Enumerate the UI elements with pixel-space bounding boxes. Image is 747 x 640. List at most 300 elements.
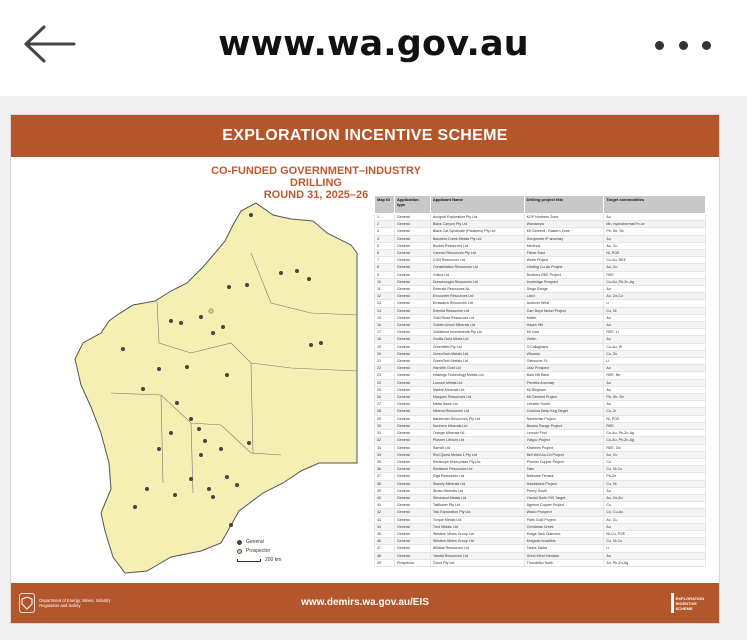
table-cell: Wandanya	[524, 221, 604, 228]
table-cell: Cu-Au, Pb-Zn-Ag	[604, 278, 706, 285]
browser-toolbar	[0, 0, 747, 96]
table-cell: Au	[604, 552, 706, 559]
table-cell: Cu, Zr	[604, 408, 706, 415]
table-cell: Ni-Cu, PGE	[604, 530, 706, 537]
table-cell: Vivien	[524, 336, 604, 343]
table-cell: 19	[375, 343, 395, 350]
table-row	[375, 552, 706, 559]
table-cell: Errawarra Resources Ltd	[430, 300, 524, 307]
legend-general	[237, 539, 281, 545]
table-cell: Yandal North RIS Target	[524, 494, 604, 501]
table-cell: General	[394, 538, 430, 545]
table-cell: General	[394, 401, 430, 408]
table-cell: 21	[375, 358, 395, 365]
table-row	[375, 530, 706, 537]
table-row	[375, 422, 706, 429]
table-cell: 9	[375, 271, 395, 278]
table-row	[375, 458, 706, 465]
table-cell: Tallu	[524, 466, 604, 473]
table-row	[375, 242, 706, 249]
table-cell: Cu	[604, 502, 706, 509]
table-cell: Mt Clement - Eastern Zone	[524, 228, 604, 235]
table-cell: General	[394, 516, 430, 523]
table-cell: Paris Gold Project	[524, 516, 604, 523]
table-cell: Aurigold Exploration Pty Ltd	[430, 214, 524, 221]
table-body	[375, 214, 706, 567]
table-cell: General	[394, 437, 430, 444]
table-row	[375, 451, 706, 458]
table-cell: Laird	[524, 293, 604, 300]
table-row	[375, 264, 706, 271]
table-cell: General	[394, 458, 430, 465]
table-cell: Au	[604, 401, 706, 408]
table-cell: Cu-Au, Pb-Zn-Ag	[604, 437, 706, 444]
table-cell: 31	[375, 430, 395, 437]
table-row	[375, 286, 706, 293]
table-row	[375, 502, 706, 509]
poster-header: EXPLORATION INCENTIVE SCHEME	[11, 115, 719, 157]
eis-logo-icon	[671, 593, 674, 613]
table-cell: Cu-Au, W	[604, 343, 706, 350]
table-cell: General	[394, 336, 430, 343]
table-cell: Western Mines Group Ltd	[430, 530, 524, 537]
table-cell: General	[394, 494, 430, 501]
table-cell: 40	[375, 494, 395, 501]
table-cell: General	[394, 235, 430, 242]
table-cell: 16	[375, 322, 395, 329]
table-row	[375, 221, 706, 228]
table-cell: 37	[375, 473, 395, 480]
table-cell: 24	[375, 379, 395, 386]
table-cell: General	[394, 509, 430, 516]
table-cell: General	[394, 480, 430, 487]
table-cell: 35	[375, 458, 395, 465]
table-cell: Li	[604, 300, 706, 307]
table-cell: 27	[375, 401, 395, 408]
table-cell: 18	[375, 336, 395, 343]
table-cell: Whundo	[524, 350, 604, 357]
table-row	[375, 343, 706, 350]
table-cell: General	[394, 552, 430, 559]
table-row	[375, 235, 706, 242]
table-cell: Yandal Resources Ltd	[430, 552, 524, 559]
table-cell: REE, Gb	[604, 444, 706, 451]
table-cell: General	[394, 350, 430, 357]
table-cell: 13	[375, 300, 395, 307]
table-cell: Au, Cu	[604, 242, 706, 249]
table-cell: 1	[375, 214, 395, 221]
table-cell: General	[394, 502, 430, 509]
table-cell: 23	[375, 372, 395, 379]
table-cell: 11	[375, 286, 395, 293]
table-cell: General	[394, 415, 430, 422]
table-row	[375, 487, 706, 494]
table-cell: Torque Metals Ltd	[430, 516, 524, 523]
table-cell: Au	[604, 336, 706, 343]
table-cell: Brothers REE Project	[524, 271, 604, 278]
more-options-button[interactable]	[655, 30, 711, 60]
table-cell: Mt Bingham	[524, 386, 604, 393]
table-cell: Walco Prospect	[524, 509, 604, 516]
table-cell: Au	[604, 286, 706, 293]
table-row	[375, 300, 706, 307]
legend-prospector-label: Prospector	[246, 548, 271, 554]
table-cell: 41	[375, 502, 395, 509]
table-row	[375, 379, 706, 386]
eis-logo	[671, 592, 711, 614]
table-cell: General	[394, 545, 430, 552]
table-cell: Grind Wind Intrusion	[524, 552, 604, 559]
table-row	[375, 545, 706, 552]
table-cell: Fisher East	[524, 250, 604, 257]
table-cell: Gorilla Gold Mines Ltd	[430, 336, 524, 343]
poster-image[interactable]	[10, 114, 720, 624]
table-cell: Western Mines Group Ltd	[430, 538, 524, 545]
table-row	[375, 415, 706, 422]
table-cell: General	[394, 314, 430, 321]
table-cell: Au, Cu	[604, 516, 706, 523]
table-cell: Yalgoo Project	[524, 437, 604, 444]
table-cell: Strickland Metals Ltd	[430, 494, 524, 501]
table-cell: 38	[375, 480, 395, 487]
table-cell: General	[394, 264, 430, 271]
table-cell: Ramelt Ltd	[430, 444, 524, 451]
table-cell: Hayes Hill	[524, 322, 604, 329]
table-cell: General	[394, 394, 430, 401]
table-row	[375, 480, 706, 487]
table-cell: Christmas Creek	[524, 523, 604, 530]
table-cell: Stavely Minerals Ltd	[430, 480, 524, 487]
header-application-type: Application type	[394, 196, 430, 214]
table-cell: REE	[604, 271, 706, 278]
table-cell: Emerald Resources NL	[430, 286, 524, 293]
table-cell: Greenfield Pty Ltd	[430, 343, 524, 350]
table-cell: General	[394, 444, 430, 451]
table-cell: 47	[375, 545, 395, 552]
table-cell: Marble Minerals Ltd	[430, 386, 524, 393]
table-cell: General	[394, 271, 430, 278]
table-cell: 49	[375, 559, 395, 566]
table-cell: 43	[375, 516, 395, 523]
dot	[702, 41, 711, 50]
address-bar-url[interactable]: www.wa.gov.au	[218, 24, 529, 64]
table-cell: 32	[375, 437, 395, 444]
table-cell: Critica Ltd	[430, 271, 524, 278]
table-cell: Agenon Copper Project	[524, 502, 604, 509]
table-cell: Au	[604, 365, 706, 372]
table-cell: Redscope Enterprises Pty Ltd	[430, 458, 524, 465]
table-cell: Goldstone Investments Pty Ltd	[430, 329, 524, 336]
table-cell: Au, Cu	[604, 451, 706, 458]
table-cell: General	[394, 242, 430, 249]
table-cell: Au, Zn-Au	[604, 494, 706, 501]
table-row	[375, 322, 706, 329]
table-cell: Cu, Ni-Co	[604, 538, 706, 545]
table-cell: Hamelin Gold Ltd	[430, 365, 524, 372]
table-cell: Au	[604, 386, 706, 393]
table-cell: Constellation Resources Ltd	[430, 264, 524, 271]
table-cell: Pioneer Lithium Ltd	[430, 437, 524, 444]
table-cell: Cu, Ni-Co	[604, 466, 706, 473]
table-cell: Nanterrian Resources Pty Ltd	[430, 415, 524, 422]
legend-general-label: General	[246, 539, 264, 545]
table-cell: Ni, PGE	[604, 415, 706, 422]
page-content	[0, 96, 747, 640]
table-row	[375, 329, 706, 336]
table-row	[375, 293, 706, 300]
table-cell: Lunnon Metals Ltd	[430, 379, 524, 386]
table-row	[375, 430, 706, 437]
table-row	[375, 358, 706, 365]
table-cell: Mulgeak Invadible	[524, 538, 604, 545]
table-row	[375, 523, 706, 530]
table-cell: 7	[375, 257, 395, 264]
table-row	[375, 408, 706, 415]
table-cell: 14	[375, 307, 395, 314]
table-cell: 29	[375, 415, 395, 422]
table-cell: Andover West	[524, 300, 604, 307]
table-cell: General	[394, 300, 430, 307]
table-cell: General	[394, 329, 430, 336]
poster-footer	[11, 583, 719, 623]
table-cell: 17	[375, 329, 395, 336]
table-cell: Boomo Range Project	[524, 422, 604, 429]
table-cell: Li	[604, 358, 706, 365]
table-row	[375, 314, 706, 321]
table-cell: 8	[375, 264, 395, 271]
table-cell: Tabba Tabba	[524, 545, 604, 552]
table-cell: General	[394, 365, 430, 372]
table-cell: CGN Resources Ltd	[430, 257, 524, 264]
table-cell: Cookina Deep Keg Target	[524, 408, 604, 415]
table-cell: Kharlees Project	[524, 444, 604, 451]
drilling-table	[374, 195, 706, 567]
table-cell: Red Quest Metals 1 Pty Ltd	[430, 451, 524, 458]
table-row	[375, 250, 706, 257]
table-cell: 28	[375, 408, 395, 415]
table-cell: General	[394, 358, 430, 365]
table-cell: General	[394, 257, 430, 264]
table-cell: Cu, Cu-Au	[604, 509, 706, 516]
table-cell: Pincher Copper Project	[524, 458, 604, 465]
table-cell: 22	[375, 365, 395, 372]
table-cell: Prospector	[394, 559, 430, 566]
table-cell: GreenTech Metals Ltd	[430, 358, 524, 365]
table-cell: Au, Pb-Zn-Ag	[604, 559, 706, 566]
table-cell: 34	[375, 451, 395, 458]
table-cell: Estrella Resources Ltd	[430, 307, 524, 314]
map-legend	[237, 539, 281, 566]
table-header-row	[375, 196, 706, 214]
table-cell: 15	[375, 314, 395, 321]
header-map-id: Map ID	[375, 196, 395, 214]
table-cell: GreenTech Metals Ltd	[430, 350, 524, 357]
table-cell: REE	[604, 422, 706, 429]
western-australia-map	[51, 193, 361, 583]
table-row	[375, 278, 706, 285]
table-cell: Mineral Resources Ltd	[430, 408, 524, 415]
table-cell: Wildcat Resources Ltd	[430, 545, 524, 552]
table-cell: Buxton Resources Ltd	[430, 242, 524, 249]
table-cell: General	[394, 221, 430, 228]
table-cell: 30	[375, 422, 395, 429]
table-cell: 42	[375, 509, 395, 516]
table-cell: Cu	[604, 458, 706, 465]
table-cell: Black Cat Syndicate (Paulsens) Pty Ltd	[430, 228, 524, 235]
table-cell: General	[394, 530, 430, 537]
table-cell: Ni, PGE	[604, 250, 706, 257]
table-cell: General	[394, 372, 430, 379]
table-cell: General	[394, 293, 430, 300]
table-cell: 6	[375, 250, 395, 257]
table-cell: General	[394, 307, 430, 314]
header-target-commodities: Target commodities	[604, 196, 706, 214]
table-cell: 44	[375, 523, 395, 530]
table-cell: Carr Boyd Nickel Project	[524, 307, 604, 314]
footer-url[interactable]: www.demirs.wa.gov.au/EIS	[301, 597, 429, 608]
table-cell: 36	[375, 466, 395, 473]
table-row	[375, 559, 706, 566]
table-cell: Au	[604, 214, 706, 221]
table-row	[375, 228, 706, 235]
table-cell: Hawkstone Project	[524, 480, 604, 487]
header-project-title: Drilling project title	[524, 196, 604, 214]
table-cell: Jazz Prospect	[524, 365, 604, 372]
table-cell: Redstone Resources Ltd	[430, 466, 524, 473]
table-row	[375, 437, 706, 444]
table-cell: Tred Metals Ltd	[430, 523, 524, 530]
table-cell: Mn, hydrothermal Fe-ox	[604, 221, 706, 228]
table-cell: 10	[375, 278, 395, 285]
scale-bar	[237, 557, 281, 563]
table-cell: 25	[375, 386, 395, 393]
table-cell: Butchers Creek Metals Pty Ltd	[430, 235, 524, 242]
table-cell: General	[394, 430, 430, 437]
dot	[679, 41, 688, 50]
table-cell: Libeling Cu-Au Project	[524, 264, 604, 271]
table-cell: Li	[604, 545, 706, 552]
table-cell: Dreadnought Resources Ltd	[430, 278, 524, 285]
table-cell: Orange Minerals NL	[430, 430, 524, 437]
table-row	[375, 372, 706, 379]
table-row	[375, 466, 706, 473]
table-cell: Au	[604, 379, 706, 386]
table-cell: General	[394, 379, 430, 386]
table-cell: Pb, Sb, Sb	[604, 394, 706, 401]
table-cell: Au	[604, 314, 706, 321]
table-cell: General	[394, 487, 430, 494]
table-cell: Ironbridge Prospect	[524, 278, 604, 285]
table-row	[375, 444, 706, 451]
table-row	[375, 307, 706, 314]
table-cell: 48	[375, 552, 395, 559]
table-row	[375, 350, 706, 357]
table-row	[375, 516, 706, 523]
table-cell: Mt Livia	[524, 329, 604, 336]
table-cell: Metal Hawk Ltd	[430, 401, 524, 408]
table-row	[375, 401, 706, 408]
table-row	[375, 538, 706, 545]
table-cell: O'Callaghans	[524, 343, 604, 350]
table-cell: Cloud Pty Ltd	[430, 559, 524, 566]
table-cell: Au	[604, 523, 706, 530]
table-cell: Dingo Range	[524, 286, 604, 293]
table-cell: Bald Hill Rank	[524, 372, 604, 379]
table-cell: Osbourne JV	[524, 358, 604, 365]
table-cell: Pb, Sb, Sb	[604, 228, 706, 235]
table-cell: Pb-Zn	[604, 473, 706, 480]
table-cell: General	[394, 408, 430, 415]
table-cell: 39	[375, 487, 395, 494]
table-cell: 26	[375, 394, 395, 401]
table-cell: General	[394, 466, 430, 473]
table-cell: Au	[604, 322, 706, 329]
table-row	[375, 271, 706, 278]
table-cell: 3	[375, 228, 395, 235]
table-cell: Gold Road Resources Ltd	[430, 314, 524, 321]
table-cell: Golden Arrow Minerals Ltd	[430, 322, 524, 329]
table-cell: Cu-Au, REE	[604, 257, 706, 264]
table-cell: Mallet	[524, 314, 604, 321]
table-cell: 2	[375, 221, 395, 228]
table-cell: General	[394, 473, 430, 480]
table-cell: REE, Nb	[604, 372, 706, 379]
table-cell: 5	[375, 242, 395, 249]
scale-label: 200 km	[265, 557, 282, 563]
table-row	[375, 473, 706, 480]
table-cell: General	[394, 278, 430, 285]
table-cell: 46	[375, 538, 395, 545]
table-cell: Mt Clement Project	[524, 394, 604, 401]
table-row	[375, 394, 706, 401]
table-cell: 33	[375, 444, 395, 451]
table-cell: Hastings Technology Metals Ltd	[430, 372, 524, 379]
table-cell: 45	[375, 530, 395, 537]
table-cell: Penny South	[524, 487, 604, 494]
table-cell: Balbume Terrace	[524, 473, 604, 480]
table-cell: Au, Cu	[604, 264, 706, 271]
table-cell: General	[394, 343, 430, 350]
eis-logo-text: EXPLORATION INCENTIVE SCHEME	[675, 595, 705, 611]
table-cell: Au	[604, 235, 706, 242]
table-row	[375, 214, 706, 221]
table-cell: Cu, Zn	[604, 350, 706, 357]
table-cell: Nanterrian Project	[524, 415, 604, 422]
table-cell: General	[394, 422, 430, 429]
table-cell: Genymede IP anomaly	[524, 235, 604, 242]
table-cell: KGP Northern Zone	[524, 214, 604, 221]
table-cell: Cu, Ni	[604, 480, 706, 487]
table-cell: Marquee Resources Ltd	[430, 394, 524, 401]
table-cell: Talc Exploration Pty Ltd	[430, 509, 524, 516]
table-cell: Cu-Au, Pb-Zn-Ag	[604, 430, 706, 437]
legend-prospector	[237, 548, 281, 554]
table-cell: Webb Project	[524, 257, 604, 264]
table-cell: 12	[375, 293, 395, 300]
table-cell: General	[394, 250, 430, 257]
table-cell: Lennon Find	[524, 430, 604, 437]
table-cell: Cu, Ni	[604, 307, 706, 314]
table-cell: Merlinos	[524, 242, 604, 249]
table-cell: General	[394, 386, 430, 393]
header-applicant-name: Applicant Name	[430, 196, 524, 214]
table-cell: Au, Zn-Cu	[604, 293, 706, 300]
table-cell: Au	[604, 487, 706, 494]
table-cell: General	[394, 451, 430, 458]
table-cell: General	[394, 286, 430, 293]
table-cell: General	[394, 214, 430, 221]
table-row	[375, 257, 706, 264]
